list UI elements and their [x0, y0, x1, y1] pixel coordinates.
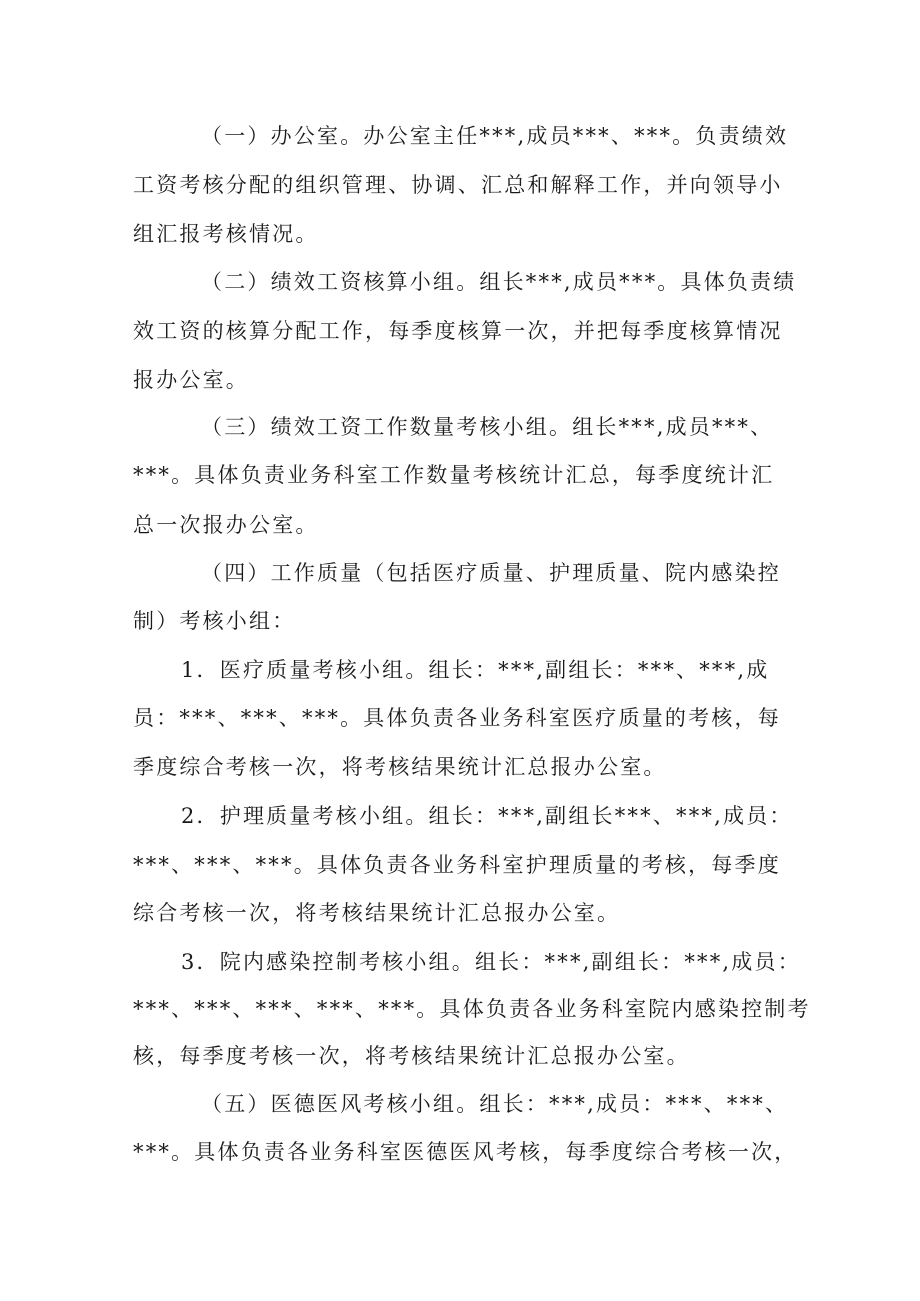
paragraph-8-line-1: （五）医德医风考核小组。组长：***,成员：***、***、 [201, 1092, 789, 1116]
paragraph-3-line-2: ***。具体负责业务科室工作数量考核统计汇总，每季度统计汇 [133, 463, 775, 487]
paragraph-5-line-1: 1．医疗质量考核小组。组长：***,副组长：***、***,成 [181, 658, 770, 682]
paragraph-5-line-3: 季度综合考核一次，将考核结果统计汇总报办公室。 [133, 755, 667, 779]
paragraph-2-line-2: 效工资的核算分配工作，每季度核算一次，并把每季度核算情况 [133, 319, 783, 343]
paragraph-8-line-2: ***。具体负责各业务科室医德医风考核，每季度综合考核一次， [133, 1140, 798, 1164]
paragraph-6-line-3: 综合考核一次，将考核结果统计汇总报办公室。 [133, 901, 621, 925]
paragraph-7-line-2: ***、***、***、***、***。具体负责各业务科室院内感染控制考 [133, 997, 811, 1021]
paragraph-5-line-2: 员：***、***、***。具体负责各业务科室医疗质量的考核，每 [133, 706, 781, 730]
paragraph-2-line-1: （二）绩效工资核算小组。组长***,成员***。具体负责绩 [201, 270, 797, 294]
paragraph-6-line-2: ***、***、***。具体负责各业务科室护理质量的考核，每季度 [133, 853, 781, 877]
paragraph-1-line-3: 组汇报考核情况。 [133, 222, 319, 246]
paragraph-6-line-1: 2．护理质量考核小组。组长：***,副组长***、***,成员： [181, 804, 793, 828]
paragraph-3-line-3: 总一次报办公室。 [133, 513, 319, 537]
paragraph-2-line-3: 报办公室。 [133, 368, 249, 392]
paragraph-1-line-2: 工资考核分配的组织管理、协调、汇总和解释工作，并向领导小 [133, 173, 783, 197]
paragraph-3-line-1: （三）绩效工资工作数量考核小组。组长***,成员***、 [201, 415, 774, 439]
paragraph-7-line-1: 3．院内感染控制考核小组。组长：***,副组长：***,成员： [181, 950, 801, 974]
paragraph-7-line-3: 核，每季度考核一次，将考核结果统计汇总报办公室。 [133, 1044, 690, 1068]
paragraph-4-line-1: （四）工作质量（包括医疗质量、护理质量、院内感染控 [201, 561, 781, 585]
paragraph-4-line-2: 制）考核小组： [133, 609, 296, 633]
paragraph-1-line-1: （一）办公室。办公室主任***,成员***、***。负责绩效 [201, 124, 789, 148]
